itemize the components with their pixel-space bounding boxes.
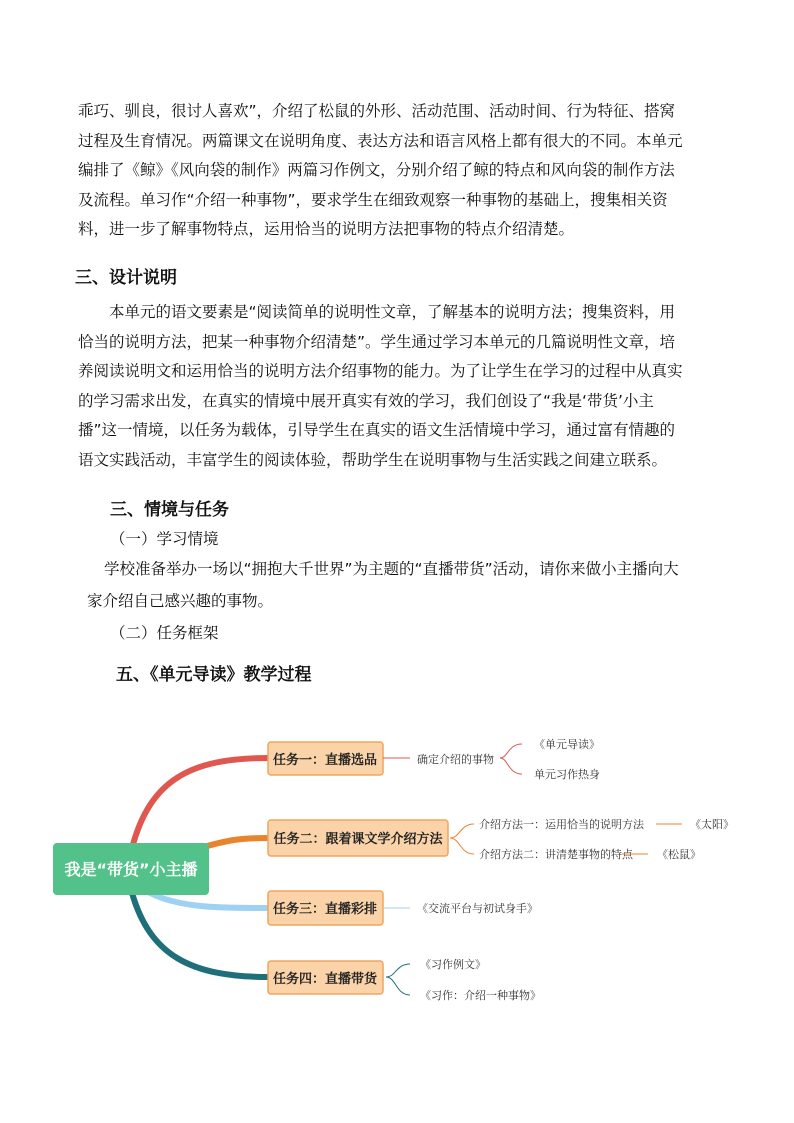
method-1-target: 《太阳》 (690, 818, 734, 831)
subheading-learning-situation: （一）学习情境 (110, 530, 219, 548)
branch-line-2 (200, 838, 268, 848)
text-line: 本单元的语文要素是“阅读简单的说明性文章，了解基本的说明方法；搜集资料，用 (109, 303, 676, 321)
section-heading-situation: 三、情境与任务 (110, 500, 229, 520)
leaf-1-1: 《单元导读》 (534, 738, 600, 751)
branch-line-1 (132, 758, 268, 848)
mindmap (0, 700, 794, 1030)
text-line: 料，进一步了解事物特点，运用恰当的说明方法把事物的特点介绍清楚。 (78, 220, 575, 238)
method-2-target: 《松鼠》 (657, 848, 701, 861)
text-line: 养阅读说明文和运用恰当的说明方法介绍事物的能力。为了让学生在学习的过程中从真实 (78, 362, 683, 380)
subheading-task-framework: （二）任务框架 (110, 624, 219, 642)
text-line: 学校准备举办一场以“拥抱大千世界”为主题的“直播带货”活动，请你来做小主播向大 (104, 560, 679, 578)
intro-paragraph (78, 97, 718, 245)
design-paragraph (78, 298, 718, 475)
section-heading-design: 三、设计说明 (75, 268, 177, 288)
mindmap-root-label: 我是“带货”小主播 (64, 860, 198, 879)
method-2: 介绍方法二：讲清楚事物的特点 (479, 848, 633, 861)
leaf-3-1: 《交流平台与初试身手》 (417, 902, 538, 915)
section-heading-process: 五、《单元导读》教学过程 (116, 665, 312, 685)
text-line: 乖巧、驯良，很讨人喜欢”，介绍了松鼠的外形、活动范围、活动时间、行为特征、搭窝 (78, 102, 676, 120)
text-line: 过程及生育情况。两篇课文在说明角度、表达方法和语言风格上都有很大的不同。本单元 (78, 131, 683, 150)
text-line: 语文实践活动，丰富学生的阅读体验，帮助学生在说明事物与生活实践之间建立联系。 (78, 450, 668, 469)
text-line: 的学习需求出发，在真实的情境中展开真实有效的学习，我们创设了“我是‘带货’小主 (78, 391, 654, 410)
task-label-1: 任务一：直播选品 (272, 753, 378, 768)
leaf-4-2: 《习作：介绍一种事物》 (420, 989, 541, 1002)
task-label-2: 任务二：跟着课文学介绍方法 (273, 832, 443, 847)
text-line: 编排了《鲸》《风向袋的制作》两篇习作例文，分别介绍了鲸的特点和风向袋的制作方法 (78, 161, 675, 179)
leaf-1-2: 单元习作热身 (534, 768, 600, 781)
text-line: 及流程。单习作“介绍一种事物”，要求学生在细致观察一种事物的基础上，搜集相关资 (78, 190, 668, 209)
task-detail-1: 确定介绍的事物 (417, 753, 494, 766)
task-label-4: 任务四：直播带货 (272, 972, 378, 987)
leaf-4-1: 《习作例文》 (420, 958, 486, 971)
branch-line-3 (150, 893, 268, 908)
task-label-3: 任务三：直播彩排 (272, 902, 378, 917)
method-1: 介绍方法一：运用恰当的说明方法 (479, 818, 644, 831)
text-line: 播”这一情境，以任务为载体，引导学生在真实的语文生活情境中学习，通过富有情趣的 (78, 421, 676, 439)
text-line: 恰当的说明方法，把某一种事物介绍清楚”。学生通过学习本单元的几篇说明性文章，培 (78, 332, 676, 351)
text-line: 家介绍自己感兴趣的事物。 (87, 592, 274, 610)
